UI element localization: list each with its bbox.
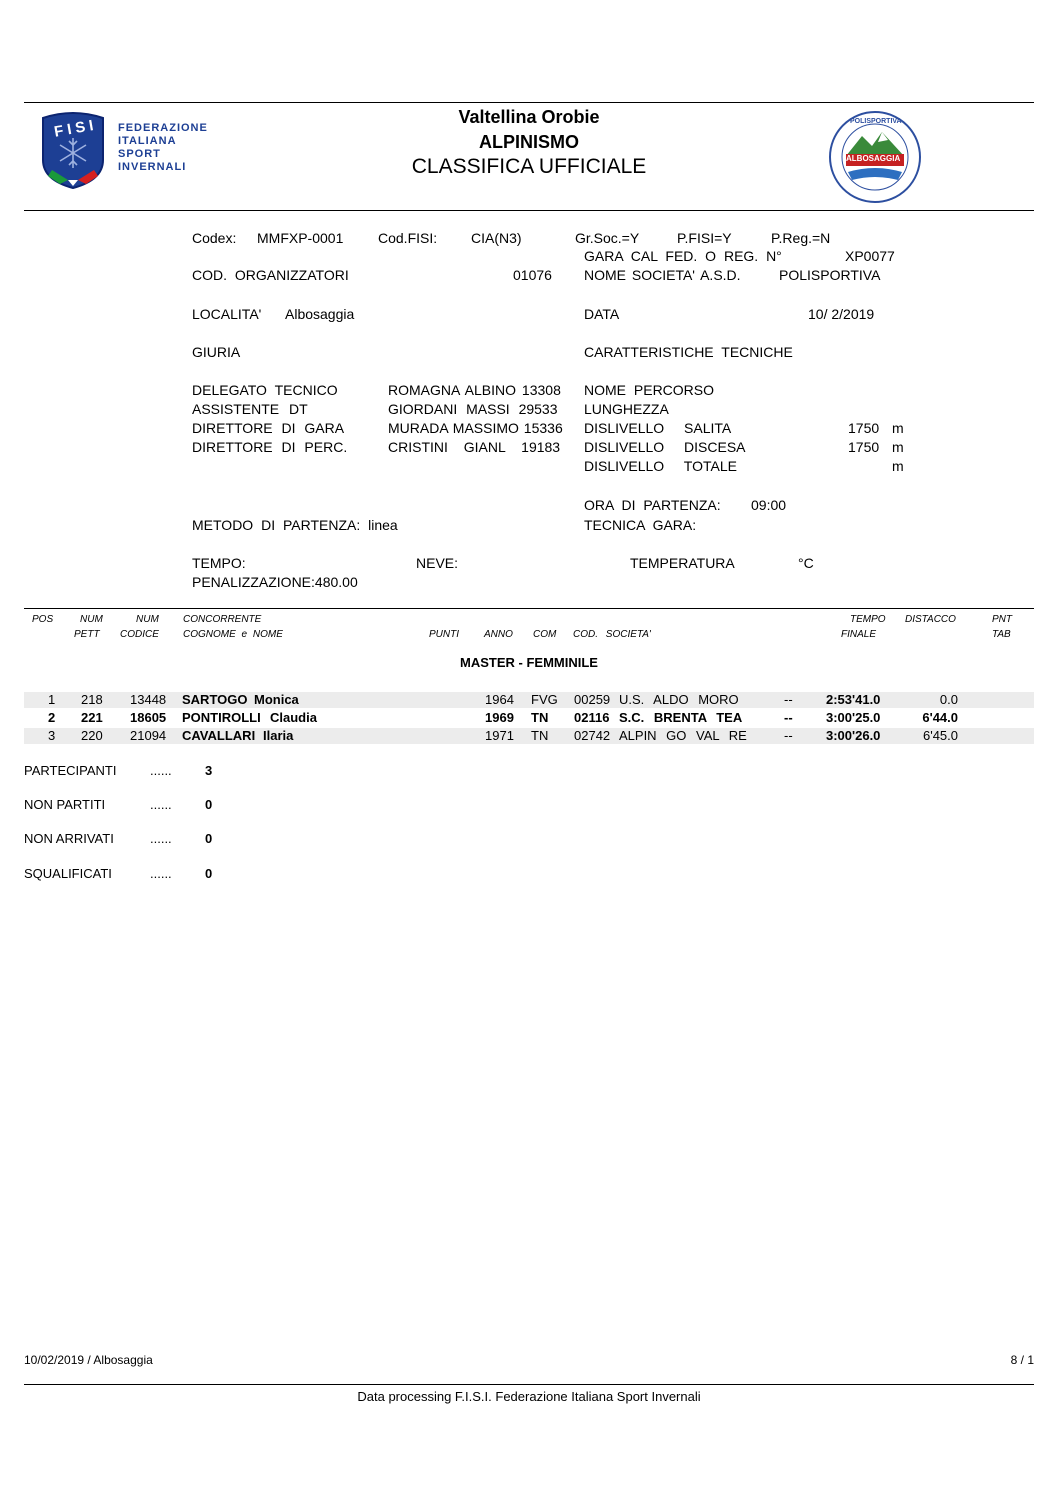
summary-value: 0 <box>205 831 213 846</box>
cell-anno: 1964 <box>485 692 514 707</box>
cell-dash: -- <box>784 710 793 725</box>
cell-distacco: 6'44.0 <box>922 710 958 725</box>
cell-surname: CAVALLARI <box>182 728 256 743</box>
metodo-partenza: METODO DI PARTENZA: linea <box>192 517 398 533</box>
temperatura-unit: °C <box>798 555 814 571</box>
fisi-logo-line: SPORT <box>118 148 161 160</box>
jury-name: MURADA MASSIMO 15336 <box>388 420 563 436</box>
cell-cod: 02116 <box>574 710 610 725</box>
jury-name: GIORDANI MASSI 29533 <box>388 401 558 417</box>
cod-org-label: COD. ORGANIZZATORI <box>192 267 349 283</box>
tech-label: DISLIVELLO TOTALE <box>584 458 737 474</box>
cell-societa: S.C. BRENTA TEA <box>619 710 743 725</box>
tech-label: DISLIVELLO SALITA <box>584 420 732 436</box>
header-rule <box>24 210 1034 211</box>
cell-pos: 3 <box>48 728 56 743</box>
data-label: DATA <box>584 306 620 322</box>
table-row <box>24 728 1034 744</box>
col-num-codice-sub: CODICE <box>120 629 159 640</box>
col-com: COM <box>533 629 557 640</box>
cell-codice: 21094 <box>130 728 167 743</box>
cell-pos: 1 <box>48 692 56 707</box>
jury-name: CRISTINI GIANL 19183 <box>388 439 561 455</box>
nome-soc-label: NOME SOCIETA' A.S.D. <box>584 267 741 283</box>
cell-name: Monica <box>254 692 299 707</box>
cell-anno: 1971 <box>485 728 514 743</box>
jury-role: ASSISTENTE DT <box>192 401 308 417</box>
summary-value: 0 <box>205 797 213 812</box>
col-tempo: TEMPO <box>850 614 886 625</box>
cell-com: FVG <box>531 692 558 707</box>
tech-value: 1750 <box>848 420 880 436</box>
table-rule <box>24 608 1034 609</box>
cell-dash: -- <box>784 692 793 707</box>
cell-anno: 1969 <box>485 710 514 725</box>
codfisi-label: Cod.FISI: <box>378 230 438 246</box>
tech-value: 1750 <box>848 439 880 455</box>
pfisi: P.FISI=Y <box>677 230 732 246</box>
summary-label: PARTECIPANTI <box>24 763 117 778</box>
footer-page: 8 / 1 <box>1010 1353 1034 1367</box>
jury-role: DIRETTORE DI PERC. <box>192 439 348 455</box>
ora-value: 09:00 <box>751 497 787 513</box>
category-title: MASTER - FEMMINILE <box>460 655 598 670</box>
albosaggia-logo <box>828 110 922 204</box>
grsoc: Gr.Soc.=Y <box>575 230 640 246</box>
fisi-letters: FISI <box>52 116 99 141</box>
jury-role: DIRETTORE DI GARA <box>192 420 345 436</box>
col-num-codice: NUM <box>136 614 159 625</box>
cell-name: Claudia <box>270 710 317 725</box>
cell-pos: 2 <box>48 710 56 725</box>
title-event: Valtellina Orobie <box>458 107 600 127</box>
summary-dots: ...... <box>150 866 172 881</box>
table-row <box>24 710 1034 726</box>
penalizzazione: PENALIZZAZIONE:480.00 <box>192 574 358 590</box>
col-pnt-tab: TAB <box>992 629 1011 640</box>
col-cod-societa: COD. SOCIETA' <box>573 629 651 640</box>
nome-soc-value: POLISPORTIVA <box>779 267 881 283</box>
cell-com: TN <box>531 728 549 743</box>
gara-cal-value: XP0077 <box>845 248 895 264</box>
cell-codice: 18605 <box>130 710 167 725</box>
title-discipline: ALPINISMO <box>478 132 579 152</box>
title-classification: CLASSIFICA UFFICIALE <box>411 155 647 178</box>
caratt-label: CARATTERISTICHE TECNICHE <box>584 344 793 360</box>
top-rule <box>24 102 1034 103</box>
fisi-logo-line: ITALIANA <box>118 135 177 147</box>
tech-label: LUNGHEZZA <box>584 401 669 417</box>
tech-unit: m <box>892 420 904 436</box>
fisi-logo-line: FEDERAZIONE <box>118 122 208 134</box>
col-num-pett: NUM <box>80 614 103 625</box>
tech-unit: m <box>892 439 904 455</box>
col-num-pett-sub: PETT <box>74 629 100 640</box>
tecnica-gara: TECNICA GARA: <box>584 517 697 533</box>
data-value: 10/ 2/2019 <box>808 306 875 322</box>
summary-label: SQUALIFICATI <box>24 866 112 881</box>
codfisi-value: CIA(N3) <box>471 230 522 246</box>
gara-cal-label: GARA CAL FED. O REG. N° <box>584 248 782 264</box>
fisi-logo-line: INVERNALI <box>118 161 187 173</box>
cell-distacco: 6'45.0 <box>922 728 958 743</box>
cell-pett: 221 <box>81 710 103 725</box>
summary-label: NON PARTITI <box>24 797 106 812</box>
col-cognome-nome: COGNOME e NOME <box>183 629 283 640</box>
col-distacco: DISTACCO <box>905 614 956 625</box>
cell-pett: 218 <box>81 692 103 707</box>
codex-value: MMFXP-0001 <box>257 230 344 246</box>
col-anno: ANNO <box>484 629 513 640</box>
albosaggia-center-text: ALBOSAGGIA <box>846 154 901 163</box>
cell-com: TN <box>531 710 549 725</box>
neve-label: NEVE: <box>416 555 459 571</box>
tech-unit: m <box>892 458 904 474</box>
cell-surname: PONTIROLLI <box>182 710 261 725</box>
footer-data-processing: Data processing F.I.S.I. Federazione Italiana Sport Invernali <box>357 1389 701 1404</box>
cell-distacco: 0.0 <box>939 692 958 707</box>
tempo-label: TEMPO: <box>192 555 246 571</box>
summary-value: 3 <box>205 763 213 778</box>
cell-tempo: 3:00'26.0 <box>826 728 881 743</box>
localita-label: LOCALITA' <box>192 306 262 322</box>
tech-label: NOME PERCORSO <box>584 382 715 398</box>
cell-name: Ilaria <box>263 728 294 743</box>
summary-dots: ...... <box>150 763 172 778</box>
cell-tempo: 2:53'41.0 <box>826 692 881 707</box>
summary-dots: ...... <box>150 797 172 812</box>
cell-surname: SARTOGO <box>182 692 248 707</box>
temperatura-label: TEMPERATURA <box>630 555 735 571</box>
footer-rule <box>24 1384 1034 1385</box>
summary-label: NON ARRIVATI <box>24 831 114 846</box>
summary-dots: ...... <box>150 831 172 846</box>
table-row <box>24 692 1034 708</box>
cod-org-value: 01076 <box>513 267 552 283</box>
jury-role: DELEGATO TECNICO <box>192 382 338 398</box>
preg: P.Reg.=N <box>771 230 831 246</box>
cell-cod: 00259 <box>574 692 611 707</box>
cell-societa: ALPIN GO VAL RE <box>619 728 747 743</box>
cell-tempo: 3:00'25.0 <box>826 710 881 725</box>
albosaggia-ring-text: POLISPORTIVA <box>850 118 902 125</box>
tech-label: DISLIVELLO DISCESA <box>584 439 746 455</box>
cell-pett: 220 <box>81 728 103 743</box>
cell-societa: U.S. ALDO MORO <box>619 692 739 707</box>
summary-value: 0 <box>205 866 213 881</box>
col-punti: PUNTI <box>429 629 459 640</box>
codex-label: Codex: <box>192 230 237 246</box>
ora-label: ORA DI PARTENZA: <box>584 497 721 513</box>
col-pnt: PNT <box>992 614 1012 625</box>
giuria-label: GIURIA <box>192 344 241 360</box>
cell-codice: 13448 <box>130 692 167 707</box>
col-concorrente: CONCORRENTE <box>183 614 262 625</box>
localita-value: Albosaggia <box>285 306 355 322</box>
col-pos: POS <box>32 614 54 625</box>
footer-date-place: 10/02/2019 / Albosaggia <box>24 1353 153 1367</box>
jury-name: ROMAGNA ALBINO 13308 <box>388 382 561 398</box>
col-tempo-finale: FINALE <box>841 629 877 640</box>
cell-dash: -- <box>784 728 793 743</box>
cell-cod: 02742 <box>574 728 611 743</box>
